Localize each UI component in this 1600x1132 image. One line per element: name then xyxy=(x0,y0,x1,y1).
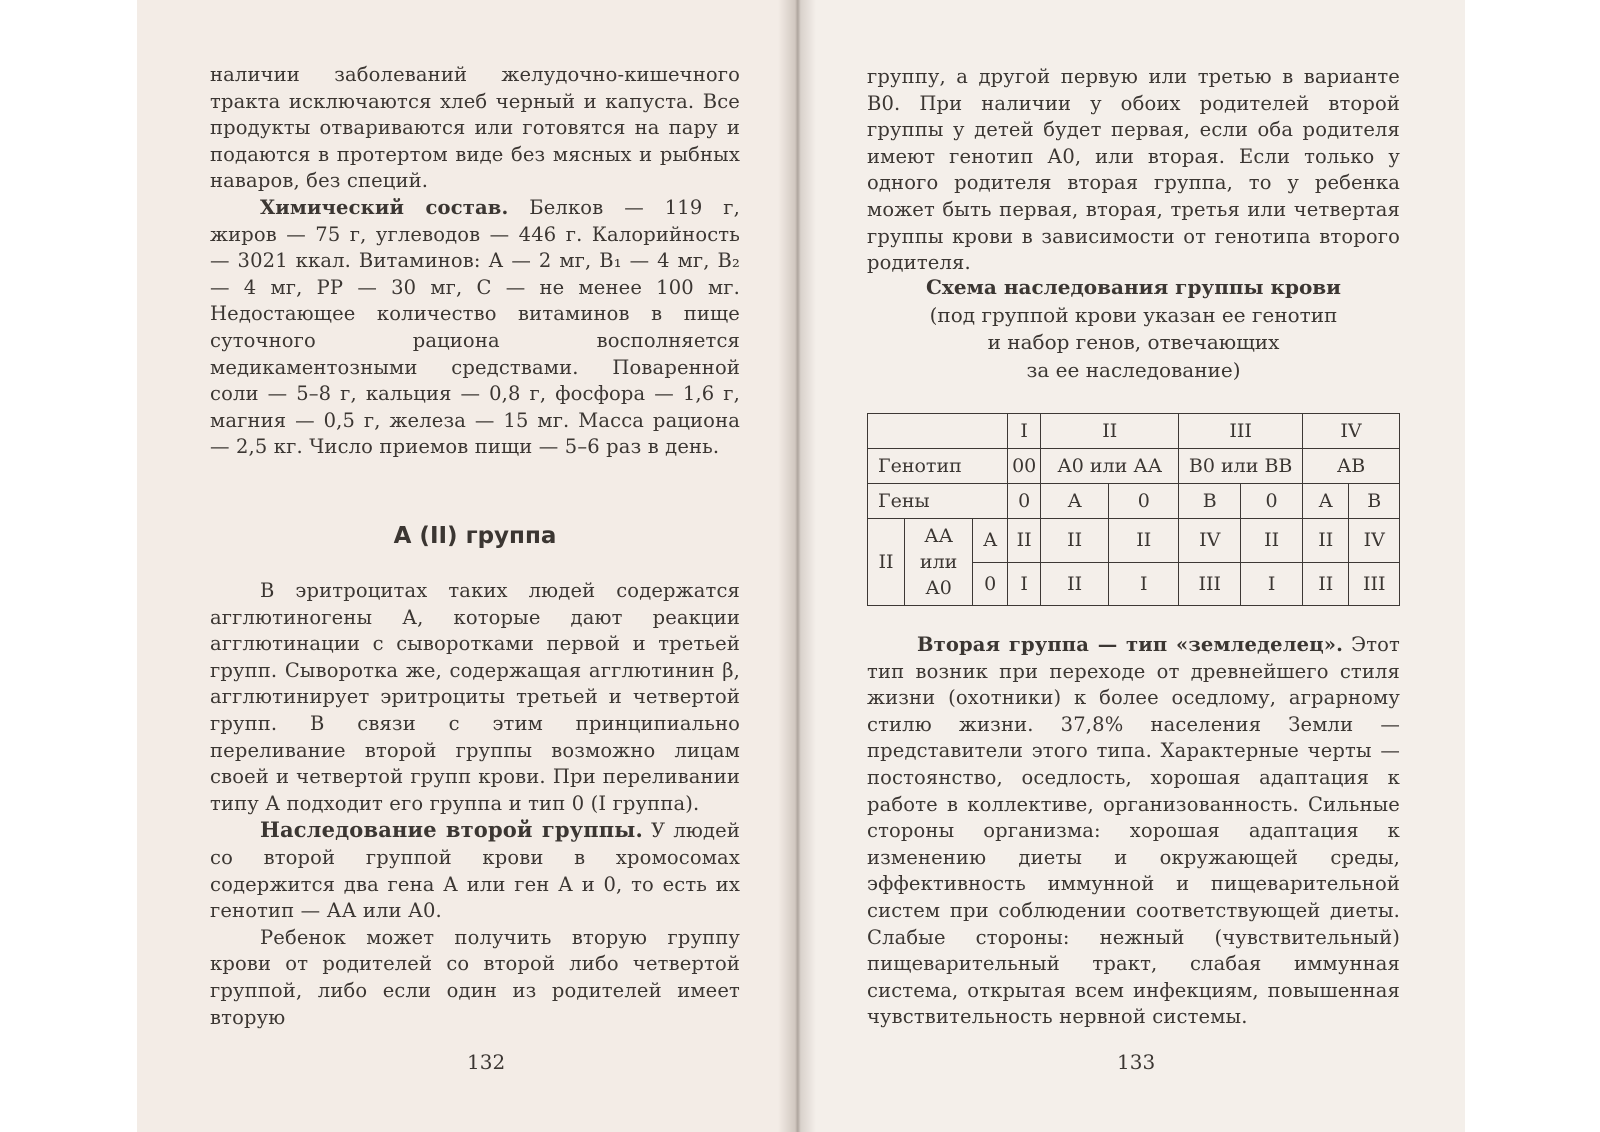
table-cell: В xyxy=(1179,484,1241,519)
left-paragraph-5: Ребенок может получить вторую группу крови от родителей со второй либо четвертой группой, либо если один из родителей имеет вторую xyxy=(210,925,740,1029)
table-cell: А0 или АА xyxy=(1041,449,1179,484)
left-paragraph-4 xyxy=(210,817,740,924)
table-cell: Гены xyxy=(868,484,1008,519)
right-paragraph-2 xyxy=(867,632,1400,1031)
table-row xyxy=(868,414,1400,449)
left-page-text-2 xyxy=(210,578,740,1031)
table-cell: 0 xyxy=(1241,484,1303,519)
left-paragraph-3: В эритроцитах таких людей содержатся агглютиногены А, которые дают реакции агглютинации с сыворотками первой и третьей групп. Сыворотка же, содержащая агглютинин β, агглютинирует эритроциты третьей и четвертой групп. В связи с этим принципиально переливание второй группы возможно лицам своей и четвертой групп крови. При переливании типу А подходит его группа и тип 0 (I группа). xyxy=(210,579,740,815)
table-cell: I xyxy=(1109,562,1179,605)
inheritance-text: У людей со второй группой крови в хромосомах содержится два гена А или ген А и 0, то есть их генотип — АА или А0. xyxy=(210,819,741,923)
scheme-subtitle-2: и набор генов, отвечающих xyxy=(987,330,1280,354)
table-cell: I xyxy=(1008,562,1041,605)
left-paragraph-1: наличии заболеваний желудочно-кишечного тракта исключаются хлеб черный и капуста. Все продукты отвариваются или готовятся на пару и подаются в протертом виде без мясных и рыбных наваров, без специй. xyxy=(210,63,740,193)
table-cell: IV xyxy=(1303,414,1400,449)
table-row xyxy=(868,449,1400,484)
chem-composition-text: Белков — 119 г, жиров — 75 г, углеводов — 446 г. Калорийность — 3021 ккал. Витаминов: А — 2 мг, В₁ — 4 мг, В₂ — 4 мг, РР — 30 мг, С — не менее 100 мг. Недостающее количество витаминов в пище суточного рациона восполняется медикаментозными средствами. Поваренной соли — 5–8 г, кальция — 0,8 г, фосфора — 1,6 г, магния — 0,5 г, железа — 15 мг. Масса рациона — 2,5 кг. Число приемов пищи — 5–6 раз в день. xyxy=(210,195,740,459)
table-cell: IV xyxy=(1179,519,1241,562)
book-gutter xyxy=(778,0,816,1132)
table-cell: 0 xyxy=(973,562,1008,605)
table-row xyxy=(868,519,1400,562)
table-cell: 00 xyxy=(1008,449,1041,484)
table-cell: Генотип xyxy=(868,449,1008,484)
table-cell: А xyxy=(1303,484,1349,519)
blood-inheritance-table xyxy=(867,413,1400,606)
table-cell: II xyxy=(1041,562,1109,605)
table-cell: II xyxy=(868,519,905,606)
table-cell: II xyxy=(1241,519,1303,562)
table-row xyxy=(868,484,1400,519)
scheme-title: Схема наследования группы крови xyxy=(925,275,1342,299)
table-cell: В0 или ВВ xyxy=(1179,449,1303,484)
table-cell: III xyxy=(1179,562,1241,605)
table-cell: АА или А0 xyxy=(905,519,973,606)
table-cell: В xyxy=(1349,484,1400,519)
table-cell: 0 xyxy=(1008,484,1041,519)
chem-composition-lead: Химический состав. xyxy=(260,195,509,219)
table-cell: II xyxy=(1041,414,1179,449)
table-cell: I xyxy=(1241,562,1303,605)
right-paragraph-1: группу, а другой первую или третью в варианте В0. При наличии у обоих родителей второй группы у детей будет первая, если оба родителя имеют генотип А0, или вторая. Если только у одного родителя вторая группа, то у ребенка может быть первая, вторая, третья или четвертая группы крови в зависимости от генотипа второго родителя. xyxy=(867,65,1400,275)
page-number-right: 133 xyxy=(1117,1050,1156,1074)
scheme-caption xyxy=(867,274,1400,384)
table-corner-cell xyxy=(868,414,1008,449)
section-heading: А (II) группа xyxy=(393,523,557,549)
table-cell: II xyxy=(1303,519,1349,562)
table-cell: А xyxy=(973,519,1008,562)
right-page-text-2 xyxy=(867,632,1400,1031)
farmer-type-text: Этот тип возник при переходе от древнейшего стиля жизни (охотники) к более оседлому, аграрному стилю жизни. 37,8% населения Земли — представители этого типа. Характерные черты — постоянство, оседлость, хорошая адаптация к работе в коллективе, организованность. Сильные стороны организма: хорошая адаптация к изменению диеты и окружающей среды, эффективность иммунной и пищеварительной систем при соблюдении соответствующей диеты. Слабые стороны: нежный (чувствительный) пищеварительный тракт, слабая иммунная система, открытая всем инфекциям, повышенная чувствительность нервной системы. xyxy=(867,633,1400,1029)
page-number-left: 132 xyxy=(467,1050,506,1074)
table-cell: А xyxy=(1041,484,1109,519)
table-cell: III xyxy=(1179,414,1303,449)
right-page-text xyxy=(867,64,1400,277)
inheritance-lead: Наследование второй группы. xyxy=(260,817,643,843)
scheme-subtitle-3: за ее наследование) xyxy=(1026,357,1241,382)
scheme-subtitle-1: (под группой крови указан ее генотип xyxy=(929,302,1338,327)
table-cell: 0 xyxy=(1109,484,1179,519)
table-cell: III xyxy=(1349,562,1400,605)
table-cell: АВ xyxy=(1303,449,1400,484)
left-paragraph-2 xyxy=(210,195,740,461)
left-page-text xyxy=(210,62,740,461)
table-cell: II xyxy=(1109,519,1179,562)
table-cell: II xyxy=(1303,562,1349,605)
table-cell: I xyxy=(1008,414,1041,449)
table-cell: II xyxy=(1008,519,1041,562)
table-cell: IV xyxy=(1349,519,1400,562)
table-cell: II xyxy=(1041,519,1109,562)
farmer-type-lead: Вторая группа — тип «земледелец». xyxy=(917,633,1344,656)
